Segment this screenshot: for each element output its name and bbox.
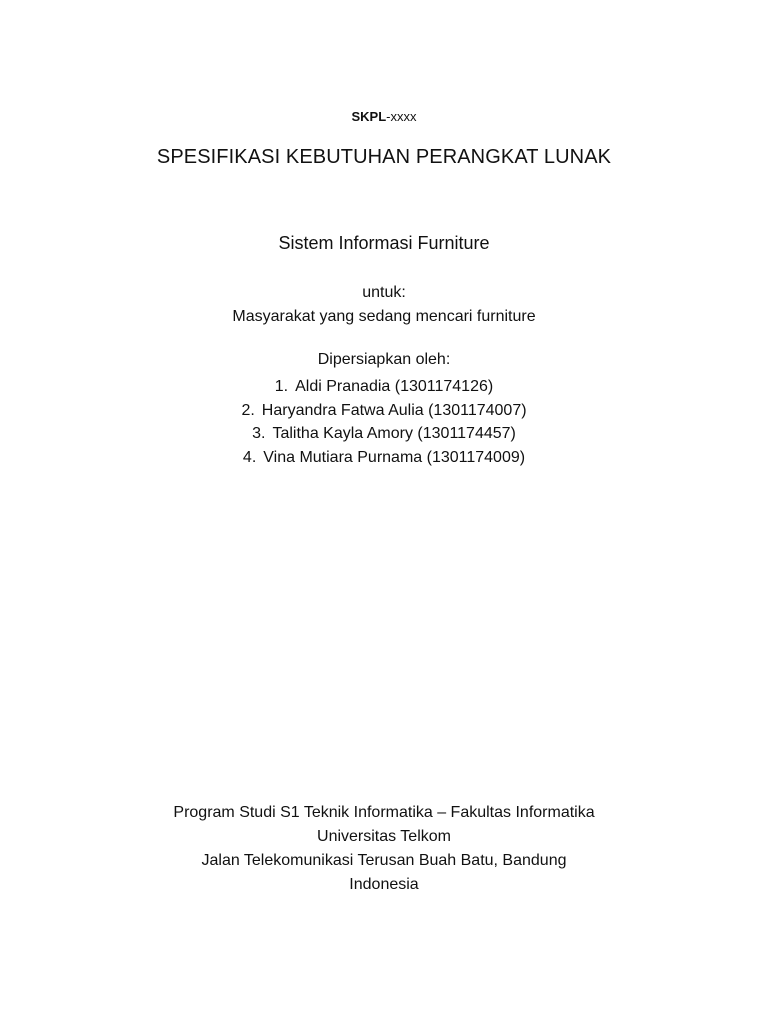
author-item (0, 422, 768, 446)
document-code-suffix: -xxxx (386, 109, 417, 124)
prepared-by-label: Dipersiapkan oleh: (317, 351, 451, 368)
author-item (0, 375, 768, 399)
author-name: Haryandra Fatwa Aulia (1301174007) (261, 401, 527, 419)
document-code-prefix: SKPL (351, 109, 387, 124)
audience-target: Masyarakat yang sedang mencari furniture (232, 308, 536, 325)
author-list (0, 375, 768, 469)
study-program: Program Studi S1 Teknik Informatika – Fakultas Informatika (173, 804, 595, 821)
document-code (0, 109, 768, 124)
author-number: 1. (274, 378, 289, 395)
institution-footer (0, 801, 768, 897)
document-title: SPESIFIKASI KEBUTUHAN PERANGKAT LUNAK (156, 146, 612, 168)
author-item (0, 399, 768, 423)
country-name: Indonesia (349, 876, 419, 893)
author-number: 2. (241, 401, 255, 419)
system-name: Sistem Informasi Furniture (278, 233, 490, 253)
university-address: Jalan Telekomunikasi Terusan Buah Batu, Bandung (201, 852, 567, 869)
author-number: 4. (242, 448, 257, 466)
author-item (0, 446, 768, 470)
author-name: Vina Mutiara Purnama (1301174009) (263, 448, 526, 466)
author-name: Talitha Kayla Amory (1301174457) (272, 425, 516, 442)
author-name: Aldi Pranadia (1301174126) (295, 378, 494, 395)
university-name: Universitas Telkom (317, 828, 451, 845)
audience-label: untuk: (362, 284, 406, 301)
author-number: 3. (252, 425, 266, 442)
